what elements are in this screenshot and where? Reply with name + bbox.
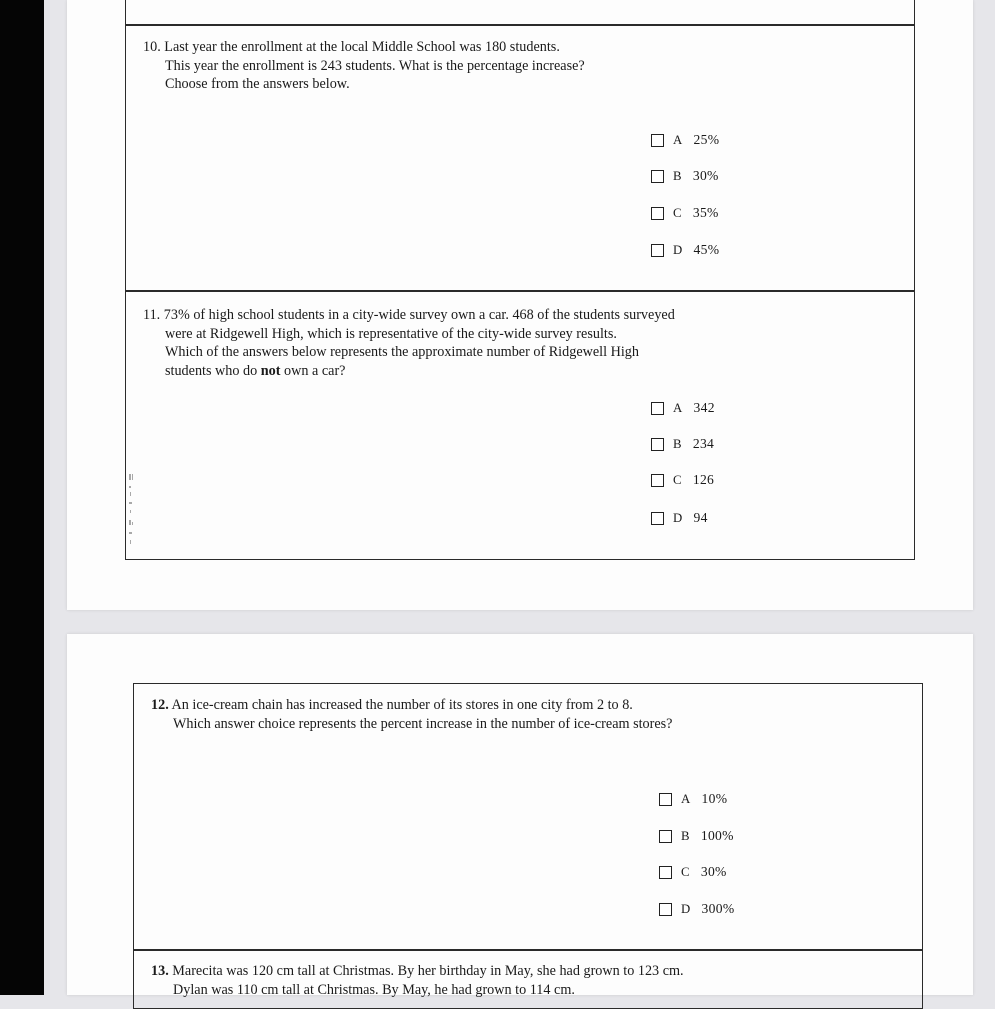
question-10-choice-c[interactable]: C 35% [651, 203, 719, 223]
question-10-line-3: Choose from the answers below. [165, 76, 350, 92]
question-13-text [151, 962, 684, 999]
checkbox[interactable] [651, 474, 664, 487]
question-10-text [143, 38, 585, 94]
question-12-choice-d[interactable]: D 300% [659, 899, 734, 919]
question-12-number: 12. [151, 697, 169, 713]
question-11-choice-d[interactable]: D 94 [651, 508, 708, 528]
question-11-number: 11. [143, 307, 161, 323]
checkbox[interactable] [651, 134, 664, 147]
checkbox[interactable] [659, 866, 672, 879]
question-11-line-2: were at Ridgewell High, which is representative of the city-wide survey results. [165, 325, 617, 342]
previous-question-box-bottom [125, 0, 915, 26]
checkbox[interactable] [651, 438, 664, 451]
left-dark-edge [0, 0, 44, 995]
question-10-choice-b[interactable]: B 30% [651, 166, 719, 186]
question-11-choice-b[interactable]: B 234 [651, 434, 714, 454]
checkbox[interactable] [651, 244, 664, 257]
question-11-text [143, 306, 675, 380]
checkbox[interactable] [651, 512, 664, 525]
question-11-line-3: Which of the answers below represents the approximate number of Ridgewell High [165, 344, 639, 360]
question-10-line-2: This year the enrollment is 243 students. What is the percentage increase? [165, 57, 585, 74]
checkbox[interactable] [651, 170, 664, 183]
checkbox[interactable] [659, 830, 672, 843]
question-11-choice-c[interactable]: C 126 [651, 470, 714, 490]
question-10-number: 10. [143, 39, 161, 55]
question-12-choice-c[interactable]: C 30% [659, 862, 727, 882]
faint-margin-marks [126, 472, 136, 552]
question-13-number: 13. [151, 963, 169, 979]
question-12-line-2: Which answer choice represents the percent increase in the number of ice-cream stores? [173, 715, 673, 732]
question-12-choice-b[interactable]: B 100% [659, 826, 734, 846]
question-11-line-4: students who do not own a car? [165, 362, 346, 379]
question-13-line-1: Marecita was 120 cm tall at Christmas. By her birthday in May, she had grown to 123 cm. [172, 963, 684, 979]
checkbox[interactable] [651, 402, 664, 415]
question-12-text [151, 696, 672, 733]
emphasis-not: not [260, 362, 281, 379]
question-13-line-2: Dylan was 110 cm tall at Christmas. By May, he had grown to 114 cm. [173, 981, 575, 998]
question-12-choice-a[interactable]: A 10% [659, 789, 727, 809]
question-11-line-1: 73% of high school students in a city-wide survey own a car. 468 of the students surveyed [163, 307, 675, 323]
checkbox[interactable] [659, 903, 672, 916]
checkbox[interactable] [659, 793, 672, 806]
question-10-line-1: Last year the enrollment at the local Middle School was 180 students. [164, 39, 560, 55]
question-10-choice-d[interactable]: D 45% [651, 240, 719, 260]
question-11-choice-a[interactable]: A 342 [651, 398, 715, 418]
checkbox[interactable] [651, 207, 664, 220]
question-12-line-1: An ice-cream chain has increased the number of its stores in one city from 2 to 8. [171, 697, 633, 713]
question-10-choice-a[interactable]: A 25% [651, 130, 719, 150]
